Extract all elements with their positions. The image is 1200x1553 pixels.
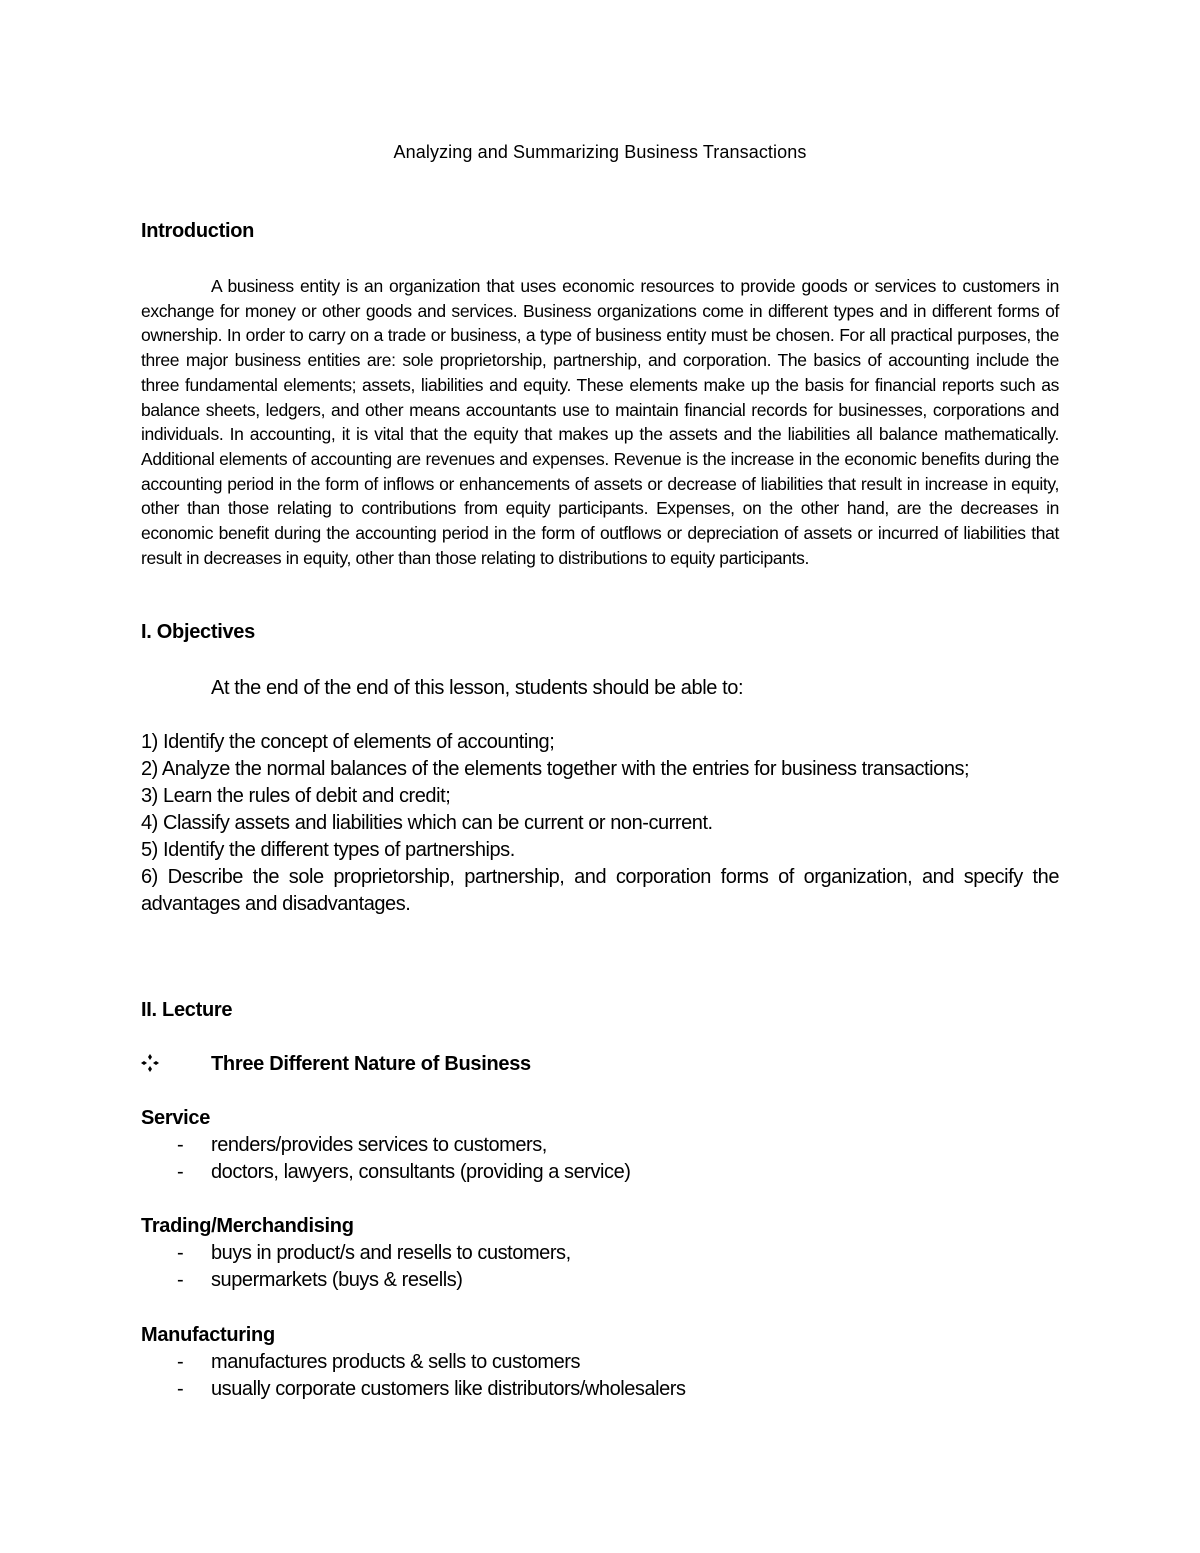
list-item-text: manufactures products & sells to customers <box>211 1351 581 1373</box>
four-diamond-bullet-icon <box>141 1053 211 1076</box>
introduction-paragraph: A business entity is an organization that uses economic resources to provide goods or services to customers in exchange for money or other goods and services. Business organizations come in different types and in different forms of ownership. In order to carry on a trade or business, a type of business entity must be chosen. For all practical purposes, the three major business entities are: sole proprietorship, partnership, and corporation. The basics of accounting include the three fundamental elements; assets, liabilities and equity. These elements make up the basis for financial reports such as balance sheets, ledgers, and other means accountants use to maintain financial records for businesses, corporations and individuals. In accounting, it is vital that the equity that makes up the assets and the liabilities all balance mathematically. Additional elements of accounting are revenues and expenses. Revenue is the increase in the economic benefits during the accounting period in the form of inflows or enhancements of assets or decrease of liabilities that result in increase in equity, other than those relating to contributions from equity participants. Expenses, on the other hand, are the decreases in economic benefit during the accounting period in the form of outflows or depreciation of assets or incurred of liabilities that result in decreases in equity, other than those relating to distributions to equity participants. <box>141 276 1059 568</box>
list-item-text: renders/provides services to customers, <box>211 1134 547 1156</box>
dash-bullet: - <box>177 1351 184 1373</box>
list-item <box>141 1159 630 1186</box>
nature-of-business-subheading <box>141 1053 531 1076</box>
list-item-text: doctors, lawyers, consultants (providing a service) <box>211 1161 631 1183</box>
list-item <box>141 1240 571 1267</box>
list-item-text: usually corporate customers like distributors/wholesalers <box>211 1378 686 1400</box>
business-type-name: Trading/Merchandising <box>141 1215 354 1237</box>
dash-bullet: - <box>177 1269 184 1291</box>
introduction-heading: Introduction <box>141 220 255 242</box>
list-item <box>141 1132 630 1159</box>
objective-item-2: 2) Analyze the normal balances of the elements together with the entries for business transactions; <box>141 758 970 780</box>
objectives-lead: At the end of the end of this lesson, students should be able to: <box>211 677 744 699</box>
business-type-service <box>141 1107 630 1186</box>
objective-item-1: 1) Identify the concept of elements of accounting; <box>141 731 555 753</box>
objective-item-3: 3) Learn the rules of debit and credit; <box>141 785 451 807</box>
lecture-heading: II. Lecture <box>141 999 233 1021</box>
objective-item-5: 5) Identify the different types of partnerships. <box>141 839 515 861</box>
dash-bullet: - <box>177 1134 184 1156</box>
business-type-name: Manufacturing <box>141 1324 275 1346</box>
objective-item-6: 6) Describe the sole proprietorship, partnership, and corporation forms of organization, and specify the advantages and disadvantages. <box>141 866 1059 915</box>
dash-bullet: - <box>177 1242 184 1264</box>
nature-of-business-title: Three Different Nature of Business <box>211 1053 531 1075</box>
dash-bullet: - <box>177 1378 184 1400</box>
dash-bullet: - <box>177 1161 184 1183</box>
business-type-name: Service <box>141 1107 211 1129</box>
objectives-list <box>141 729 1059 918</box>
objective-item-4: 4) Classify assets and liabilities which can be current or non-current. <box>141 812 713 834</box>
list-item <box>141 1376 686 1403</box>
business-type-manufacturing <box>141 1324 686 1403</box>
list-item <box>141 1349 686 1376</box>
document-title: Analyzing and Summarizing Business Transactions <box>393 142 807 162</box>
list-item <box>141 1267 571 1294</box>
list-item-text: buys in product/s and resells to customers, <box>211 1242 571 1264</box>
business-type-trading <box>141 1215 571 1294</box>
list-item-text: supermarkets (buys & resells) <box>211 1269 463 1291</box>
objectives-heading: I. Objectives <box>141 621 255 643</box>
